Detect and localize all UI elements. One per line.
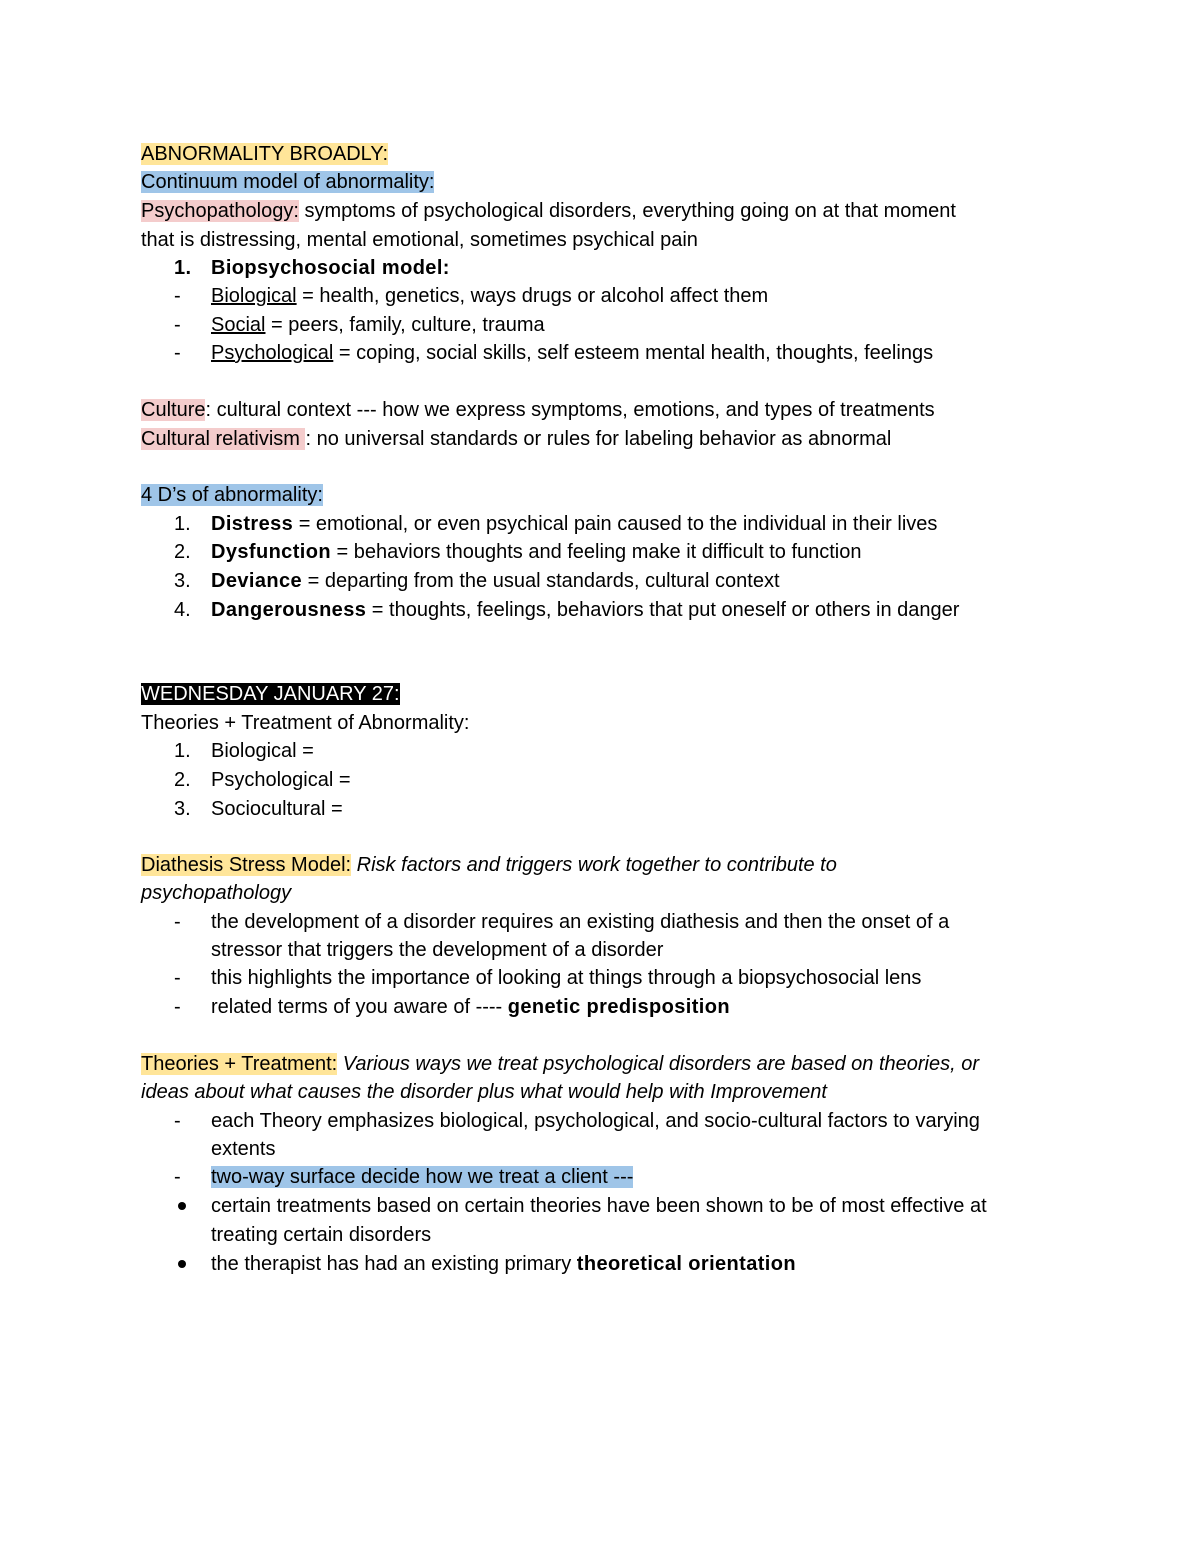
list-number: 3. xyxy=(174,570,191,592)
list-number: 1. xyxy=(174,740,191,762)
biopsychosocial-title: Biopsychosocial model: xyxy=(211,257,450,279)
treatment-item-cont: extents xyxy=(211,1138,276,1160)
theory-item-psychological: Psychological = xyxy=(211,769,351,791)
four-ds-item-dangerousness: Dangerousness = thoughts, feelings, behaviors that put oneself or others in danger xyxy=(211,599,960,621)
diathesis-definition-cont: psychopathology xyxy=(141,882,292,904)
dash-marker: - xyxy=(174,996,181,1018)
dash-marker: - xyxy=(174,1166,181,1188)
list-number: 2. xyxy=(174,541,191,563)
biopsych-item-biological: Biological = health, genetics, ways drugs or alcohol affect them xyxy=(211,285,769,307)
dash-marker: - xyxy=(174,314,181,336)
treatment-bullet-item-cont: treating certain disorders xyxy=(211,1224,432,1246)
diathesis-item-cont: stressor that triggers the development of a disorder xyxy=(211,939,664,961)
culture-definition: Culture: cultural context --- how we express symptoms, emotions, and types of treatments xyxy=(141,399,935,421)
biopsych-item-psychological: Psychological = coping, social skills, self esteem mental health, thoughts, feelings xyxy=(211,342,934,364)
diathesis-item: related terms of you aware of ---- genetic predisposition xyxy=(211,996,730,1018)
list-marker: 1. xyxy=(174,257,192,279)
dash-marker: - xyxy=(174,967,181,989)
heading-continuum-model: Continuum model of abnormality: xyxy=(141,171,435,193)
psychopathology-definition-cont: that is distressing, mental emotional, sometimes psychical pain xyxy=(141,229,698,251)
diathesis-item: this highlights the importance of looking at things through a biopsychosocial lens xyxy=(211,967,922,989)
theory-item-sociocultural: Sociocultural = xyxy=(211,798,343,820)
theories-intro-title: Theories + Treatment of Abnormality: xyxy=(141,712,470,734)
bullet-dot xyxy=(178,1260,186,1268)
treatment-item-highlighted: two-way surface decide how we treat a client --- xyxy=(211,1166,634,1188)
psychopathology-definition: Psychopathology: symptoms of psychological disorders, everything going on at that moment xyxy=(141,200,956,222)
theory-item-biological: Biological = xyxy=(211,740,314,762)
heading-wednesday-date: WEDNESDAY JANUARY 27: xyxy=(141,683,400,705)
bullet-dot xyxy=(178,1202,186,1210)
dash-marker: - xyxy=(174,1110,181,1132)
biopsych-item-social: Social = peers, family, culture, trauma xyxy=(211,314,545,336)
theories-treatment-definition: Theories + Treatment: Various ways we treat psychological disorders are based on theories, or xyxy=(141,1053,980,1075)
heading-four-ds: 4 D’s of abnormality: xyxy=(141,484,323,506)
four-ds-item-deviance: Deviance = departing from the usual standards, cultural context xyxy=(211,570,780,592)
treatment-bullet-item: certain treatments based on certain theories have been shown to be of most effective at xyxy=(211,1195,987,1217)
list-number: 3. xyxy=(174,798,191,820)
diathesis-item: the development of a disorder requires an existing diathesis and then the onset of a xyxy=(211,911,950,933)
treatment-bullet-item: the therapist has had an existing primary theoretical orientation xyxy=(211,1253,796,1275)
theories-treatment-definition-cont: ideas about what causes the disorder plus what would help with Improvement xyxy=(141,1081,827,1103)
treatment-item: each Theory emphasizes biological, psychological, and socio-cultural factors to varying xyxy=(211,1110,980,1132)
list-number: 2. xyxy=(174,769,191,791)
four-ds-item-dysfunction: Dysfunction = behaviors thoughts and feeling make it difficult to function xyxy=(211,541,862,563)
four-ds-item-distress: Distress = emotional, or even psychical pain caused to the individual in their lives xyxy=(211,513,938,535)
dash-marker: - xyxy=(174,342,181,364)
cultural-relativism-definition: Cultural relativism : no universal standards or rules for labeling behavior as abnormal xyxy=(141,428,892,450)
list-number: 1. xyxy=(174,513,191,535)
dash-marker: - xyxy=(174,911,181,933)
heading-abnormality-broadly: ABNORMALITY BROADLY: xyxy=(141,143,389,165)
dash-marker: - xyxy=(174,285,181,307)
list-number: 4. xyxy=(174,599,191,621)
diathesis-definition: Diathesis Stress Model: Risk factors and triggers work together to contribute to xyxy=(141,854,837,876)
